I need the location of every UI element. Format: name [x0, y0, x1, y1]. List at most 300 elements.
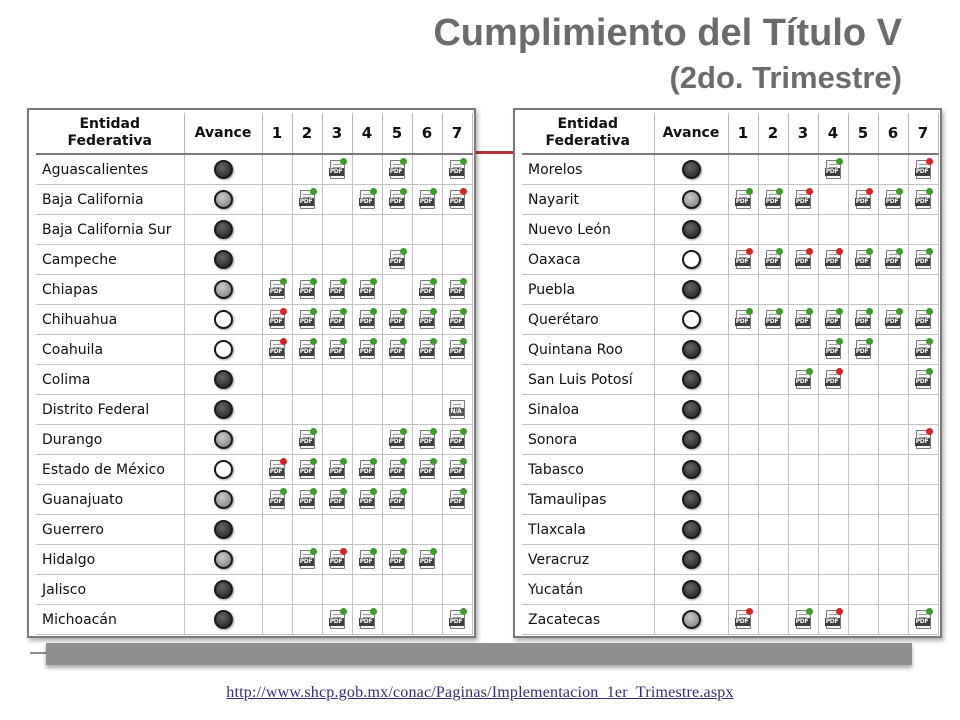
trimester-cell-6	[412, 365, 442, 395]
trimester-cell-4	[352, 335, 382, 365]
trimester-cell-3	[788, 605, 818, 635]
trimester-cell-3	[788, 335, 818, 365]
source-link[interactable]: http://www.shcp.gob.mx/conac/Paginas/Implementacion_1er_Trimestre.aspx	[226, 684, 734, 701]
avance-cell	[654, 185, 728, 215]
pdf-green-icon[interactable]	[915, 370, 932, 389]
state-name: Coahuila	[36, 335, 184, 365]
trimester-cell-7	[908, 515, 938, 545]
pdf-green-icon[interactable]	[825, 310, 842, 329]
trimester-cell-5	[382, 154, 412, 185]
trimester-cell-6	[878, 545, 908, 575]
pdf-red-icon[interactable]	[825, 610, 842, 629]
pdf-green-icon[interactable]	[329, 340, 346, 359]
pdf-red-icon[interactable]	[915, 160, 932, 179]
trimester-cell-2	[292, 245, 322, 275]
document-type-label: PDF	[765, 258, 779, 265]
document-type-label: PDF	[885, 258, 899, 265]
trimester-cell-7	[442, 335, 472, 365]
trimester-cell-1	[728, 305, 758, 335]
document-type-label: PDF	[825, 258, 839, 265]
trimester-cell-5	[382, 485, 412, 515]
status-mark	[460, 488, 467, 495]
trimester-cell-1	[728, 575, 758, 605]
trimester-cell-3	[788, 575, 818, 605]
pdf-red-icon[interactable]	[915, 430, 932, 449]
avance-cell	[654, 425, 728, 455]
pdf-red-icon[interactable]	[269, 310, 286, 329]
table-row	[522, 215, 938, 245]
status-mark	[370, 608, 377, 615]
trimester-cell-6	[412, 154, 442, 185]
trimester-cell-4	[818, 305, 848, 335]
avance-cell	[184, 185, 262, 215]
right-compliance-panel	[513, 108, 942, 638]
pdf-green-icon[interactable]	[389, 340, 406, 359]
avance-cell	[184, 275, 262, 305]
progress-dot-half-icon	[214, 430, 233, 449]
pdf-green-icon[interactable]	[449, 460, 466, 479]
pdf-green-icon[interactable]	[419, 340, 436, 359]
document-type-label: PDF	[359, 558, 373, 565]
status-mark	[926, 308, 933, 315]
status-mark	[746, 308, 753, 315]
document-type-label: PDF	[915, 258, 929, 265]
document-type-label: PDF	[299, 468, 313, 475]
pdf-green-icon[interactable]	[359, 190, 376, 209]
state-name: Colima	[36, 365, 184, 395]
trimester-cell-2	[758, 185, 788, 215]
pdf-green-icon[interactable]	[329, 160, 346, 179]
trimester-cell-6	[878, 215, 908, 245]
document-type-label: PDF	[765, 318, 779, 325]
trimester-cell-3	[788, 485, 818, 515]
table-row	[522, 305, 938, 335]
state-name: Durango	[36, 425, 184, 455]
pdf-green-icon[interactable]	[795, 370, 812, 389]
status-mark	[776, 308, 783, 315]
document-type-label: PDF	[449, 288, 463, 295]
header-col-3: 3	[322, 113, 352, 154]
document-type-label: N/A	[449, 408, 464, 416]
progress-dot-empty-icon	[682, 250, 701, 269]
status-mark	[400, 488, 407, 495]
pdf-red-icon[interactable]	[825, 250, 842, 269]
trimester-cell-1	[728, 425, 758, 455]
trimester-cell-4	[352, 154, 382, 185]
table-row	[36, 154, 472, 185]
pdf-green-icon[interactable]	[299, 280, 316, 299]
slide-title	[433, 8, 902, 98]
trimester-cell-2	[758, 365, 788, 395]
pdf-green-icon[interactable]	[765, 190, 782, 209]
pdf-red-icon[interactable]	[735, 610, 752, 629]
trimester-cell-3	[322, 545, 352, 575]
pdf-green-icon[interactable]	[795, 610, 812, 629]
pdf-red-icon[interactable]	[449, 190, 466, 209]
trimester-cell-3	[788, 154, 818, 185]
trimester-cell-3	[322, 365, 352, 395]
status-mark	[340, 458, 347, 465]
pdf-green-icon[interactable]	[419, 280, 436, 299]
document-type-label: PDF	[795, 198, 809, 205]
status-mark	[310, 278, 317, 285]
pdf-green-icon[interactable]	[299, 190, 316, 209]
document-type-label: PDF	[299, 558, 313, 565]
status-mark	[836, 368, 843, 375]
document-type-label: PDF	[389, 468, 403, 475]
status-mark	[400, 428, 407, 435]
progress-dot-full-icon	[214, 400, 233, 419]
document-type-label: PDF	[885, 318, 899, 325]
state-name: Distrito Federal	[36, 395, 184, 425]
trimester-cell-1	[728, 545, 758, 575]
trimester-cell-6	[412, 425, 442, 455]
pdf-green-icon[interactable]	[389, 490, 406, 509]
pdf-green-icon[interactable]	[269, 490, 286, 509]
trimester-cell-1	[728, 605, 758, 635]
status-mark	[370, 188, 377, 195]
trimester-cell-4	[818, 575, 848, 605]
progress-dot-full-icon	[214, 610, 233, 629]
trimester-cell-3	[322, 245, 352, 275]
table-row	[36, 335, 472, 365]
trimester-cell-5	[848, 275, 878, 305]
pdf-green-icon[interactable]	[359, 460, 376, 479]
pdf-green-icon[interactable]	[329, 460, 346, 479]
document-type-label: PDF	[855, 348, 869, 355]
progress-dot-half-icon	[682, 190, 701, 209]
pdf-green-icon[interactable]	[915, 250, 932, 269]
trimester-cell-4	[352, 425, 382, 455]
status-mark	[280, 458, 287, 465]
trimester-cell-3	[788, 515, 818, 545]
progress-dot-full-icon	[682, 220, 701, 239]
pdf-green-icon[interactable]	[795, 310, 812, 329]
trimester-cell-7	[908, 545, 938, 575]
pdf-green-icon[interactable]	[419, 190, 436, 209]
left-compliance-panel	[27, 108, 476, 638]
trimester-cell-2	[758, 275, 788, 305]
trimester-cell-2	[292, 335, 322, 365]
document-type-label: PDF	[329, 168, 343, 175]
pdf-green-icon[interactable]	[389, 310, 406, 329]
status-mark	[280, 338, 287, 345]
pdf-green-icon[interactable]	[915, 190, 932, 209]
trimester-cell-4	[352, 275, 382, 305]
status-mark	[370, 458, 377, 465]
document-type-label: PDF	[915, 168, 929, 175]
status-mark	[340, 278, 347, 285]
trimester-cell-1	[728, 485, 758, 515]
status-mark	[400, 308, 407, 315]
pdf-green-icon[interactable]	[389, 550, 406, 569]
trimester-cell-7	[442, 305, 472, 335]
document-type-label: PDF	[855, 318, 869, 325]
left-compliance-table	[36, 113, 473, 635]
trimester-cell-6	[878, 575, 908, 605]
trimester-cell-2	[758, 335, 788, 365]
pdf-green-icon[interactable]	[359, 340, 376, 359]
trimester-cell-7	[442, 395, 472, 425]
pdf-green-icon[interactable]	[915, 340, 932, 359]
trimester-cell-7	[908, 575, 938, 605]
status-mark	[310, 458, 317, 465]
trimester-cell-3	[322, 395, 352, 425]
document-type-label: PDF	[735, 318, 749, 325]
header-entidad-line1: Entidad	[557, 116, 618, 132]
pdf-green-icon[interactable]	[449, 280, 466, 299]
document-type-label: PDF	[329, 318, 343, 325]
trimester-cell-7	[442, 605, 472, 635]
table-row	[36, 485, 472, 515]
pdf-green-icon[interactable]	[359, 550, 376, 569]
pdf-green-icon[interactable]	[419, 430, 436, 449]
trimester-cell-4	[818, 425, 848, 455]
pdf-green-icon[interactable]	[449, 340, 466, 359]
trimester-cell-4	[818, 275, 848, 305]
pdf-red-icon[interactable]	[795, 250, 812, 269]
trimester-cell-6	[878, 335, 908, 365]
pdf-green-icon[interactable]	[885, 310, 902, 329]
pdf-green-icon[interactable]	[885, 250, 902, 269]
document-type-label: PDF	[299, 348, 313, 355]
document-type-label: PDF	[825, 168, 839, 175]
status-mark	[340, 338, 347, 345]
status-mark	[806, 608, 813, 615]
trimester-cell-7	[442, 425, 472, 455]
trimester-cell-1	[262, 154, 292, 185]
trimester-cell-1	[262, 455, 292, 485]
document-type-label: PDF	[329, 498, 343, 505]
document-type-label: PDF	[299, 288, 313, 295]
trimester-cell-2	[292, 455, 322, 485]
status-mark	[400, 458, 407, 465]
trimester-cell-5	[382, 335, 412, 365]
pdf-green-icon[interactable]	[329, 490, 346, 509]
progress-dot-full-icon	[682, 580, 701, 599]
pdf-green-icon[interactable]	[359, 610, 376, 629]
pdf-green-icon[interactable]	[329, 310, 346, 329]
avance-cell	[184, 485, 262, 515]
trimester-cell-2	[292, 395, 322, 425]
trimester-cell-6	[878, 455, 908, 485]
pdf-green-icon[interactable]	[389, 160, 406, 179]
trimester-cell-2	[758, 395, 788, 425]
pdf-green-icon[interactable]	[299, 430, 316, 449]
trimester-cell-2	[292, 605, 322, 635]
pdf-green-icon[interactable]	[299, 460, 316, 479]
pdf-green-icon[interactable]	[419, 460, 436, 479]
pdf-green-icon[interactable]	[299, 490, 316, 509]
pdf-green-icon[interactable]	[765, 310, 782, 329]
trimester-cell-2	[758, 305, 788, 335]
avance-cell	[184, 515, 262, 545]
document-type-label: PDF	[795, 618, 809, 625]
pdf-green-icon[interactable]	[389, 430, 406, 449]
pdf-red-icon[interactable]	[735, 250, 752, 269]
trimester-cell-2	[292, 154, 322, 185]
trimester-cell-4	[352, 245, 382, 275]
trimester-cell-3	[322, 305, 352, 335]
trimester-cell-5	[848, 395, 878, 425]
trimester-cell-4	[352, 215, 382, 245]
trimester-cell-3	[788, 365, 818, 395]
state-name: Hidalgo	[36, 545, 184, 575]
pdf-green-icon[interactable]	[735, 190, 752, 209]
pdf-red-icon[interactable]	[329, 550, 346, 569]
trimester-cell-7	[442, 485, 472, 515]
trimester-cell-4	[352, 485, 382, 515]
header-entidad-line1: Entidad	[79, 116, 140, 132]
header-entidad-line2: Federativa	[545, 133, 630, 149]
trimester-cell-5	[848, 575, 878, 605]
document-type-label: PDF	[359, 618, 373, 625]
status-mark	[776, 188, 783, 195]
status-mark	[400, 548, 407, 555]
pdf-green-icon[interactable]	[299, 340, 316, 359]
avance-cell	[184, 395, 262, 425]
document-type-label: PDF	[269, 318, 283, 325]
pdf-green-icon[interactable]	[765, 250, 782, 269]
status-mark	[926, 338, 933, 345]
pdf-green-icon[interactable]	[449, 490, 466, 509]
trimester-cell-4	[352, 515, 382, 545]
status-mark	[460, 188, 467, 195]
trimester-cell-1	[728, 395, 758, 425]
pdf-green-icon[interactable]	[825, 340, 842, 359]
state-name: Puebla	[522, 275, 654, 305]
document-type-label: PDF	[915, 438, 929, 445]
pdf-green-icon[interactable]	[329, 610, 346, 629]
avance-cell	[654, 365, 728, 395]
state-name: Chiapas	[36, 275, 184, 305]
table-row	[522, 485, 938, 515]
na-document-icon[interactable]	[449, 400, 466, 419]
state-name: Tamaulipas	[522, 485, 654, 515]
trimester-cell-3	[788, 545, 818, 575]
trimester-cell-3	[322, 485, 352, 515]
pdf-green-icon[interactable]	[299, 550, 316, 569]
pdf-green-icon[interactable]	[389, 460, 406, 479]
avance-cell	[654, 275, 728, 305]
trimester-cell-2	[292, 425, 322, 455]
pdf-red-icon[interactable]	[855, 190, 872, 209]
pdf-red-icon[interactable]	[269, 460, 286, 479]
pdf-green-icon[interactable]	[359, 310, 376, 329]
status-mark	[926, 368, 933, 375]
status-mark	[776, 248, 783, 255]
trimester-cell-7	[908, 485, 938, 515]
document-type-label: PDF	[915, 618, 929, 625]
status-mark	[310, 488, 317, 495]
trimester-cell-5	[848, 515, 878, 545]
progress-dot-half-icon	[214, 280, 233, 299]
table-row	[522, 185, 938, 215]
document-type-label: PDF	[419, 558, 433, 565]
table-row	[36, 215, 472, 245]
document-type-label: PDF	[389, 438, 403, 445]
header-col-5: 5	[382, 113, 412, 154]
avance-cell	[184, 335, 262, 365]
pdf-green-icon[interactable]	[855, 310, 872, 329]
document-type-label: PDF	[269, 468, 283, 475]
trimester-cell-6	[878, 245, 908, 275]
status-mark	[370, 548, 377, 555]
document-type-label: PDF	[855, 198, 869, 205]
header-col-2: 2	[758, 113, 788, 154]
avance-cell	[654, 154, 728, 185]
trimester-cell-7	[442, 245, 472, 275]
pdf-green-icon[interactable]	[855, 340, 872, 359]
document-type-label: PDF	[449, 198, 463, 205]
pdf-green-icon[interactable]	[735, 310, 752, 329]
avance-cell	[654, 305, 728, 335]
pdf-green-icon[interactable]	[449, 430, 466, 449]
progress-dot-full-icon	[682, 460, 701, 479]
pdf-green-icon[interactable]	[299, 310, 316, 329]
trimester-cell-1	[728, 245, 758, 275]
pdf-green-icon[interactable]	[359, 490, 376, 509]
pdf-red-icon[interactable]	[269, 340, 286, 359]
pdf-green-icon[interactable]	[885, 190, 902, 209]
table-row	[36, 245, 472, 275]
pdf-green-icon[interactable]	[359, 280, 376, 299]
trimester-cell-5	[848, 154, 878, 185]
table-row	[522, 545, 938, 575]
trimester-cell-1	[262, 485, 292, 515]
pdf-green-icon[interactable]	[915, 310, 932, 329]
trimester-cell-4	[352, 395, 382, 425]
document-type-label: PDF	[449, 348, 463, 355]
header-entidad-line2: Federativa	[67, 133, 152, 149]
trimester-cell-2	[758, 605, 788, 635]
pdf-green-icon[interactable]	[825, 160, 842, 179]
trimester-cell-7	[908, 425, 938, 455]
pdf-green-icon[interactable]	[449, 310, 466, 329]
pdf-red-icon[interactable]	[795, 190, 812, 209]
pdf-green-icon[interactable]	[449, 160, 466, 179]
pdf-green-icon[interactable]	[449, 610, 466, 629]
avance-cell	[654, 545, 728, 575]
state-name: Nayarit	[522, 185, 654, 215]
avance-cell	[184, 305, 262, 335]
table-row	[522, 365, 938, 395]
pdf-green-icon[interactable]	[419, 310, 436, 329]
pdf-green-icon[interactable]	[419, 550, 436, 569]
trimester-cell-5	[382, 245, 412, 275]
pdf-green-icon[interactable]	[915, 610, 932, 629]
document-type-label: PDF	[449, 318, 463, 325]
pdf-green-icon[interactable]	[389, 250, 406, 269]
trimester-cell-6	[878, 185, 908, 215]
avance-cell	[654, 575, 728, 605]
status-mark	[430, 458, 437, 465]
pdf-red-icon[interactable]	[825, 370, 842, 389]
status-mark	[926, 188, 933, 195]
document-type-label: PDF	[885, 198, 899, 205]
pdf-green-icon[interactable]	[389, 190, 406, 209]
state-name: San Luis Potosí	[522, 365, 654, 395]
progress-dot-full-icon	[682, 340, 701, 359]
pdf-green-icon[interactable]	[855, 250, 872, 269]
trimester-cell-2	[758, 455, 788, 485]
document-type-label: PDF	[419, 348, 433, 355]
trimester-cell-1	[728, 215, 758, 245]
state-name: Baja California Sur	[36, 215, 184, 245]
pdf-green-icon[interactable]	[329, 280, 346, 299]
pdf-green-icon[interactable]	[269, 280, 286, 299]
table-header-row	[522, 113, 938, 154]
